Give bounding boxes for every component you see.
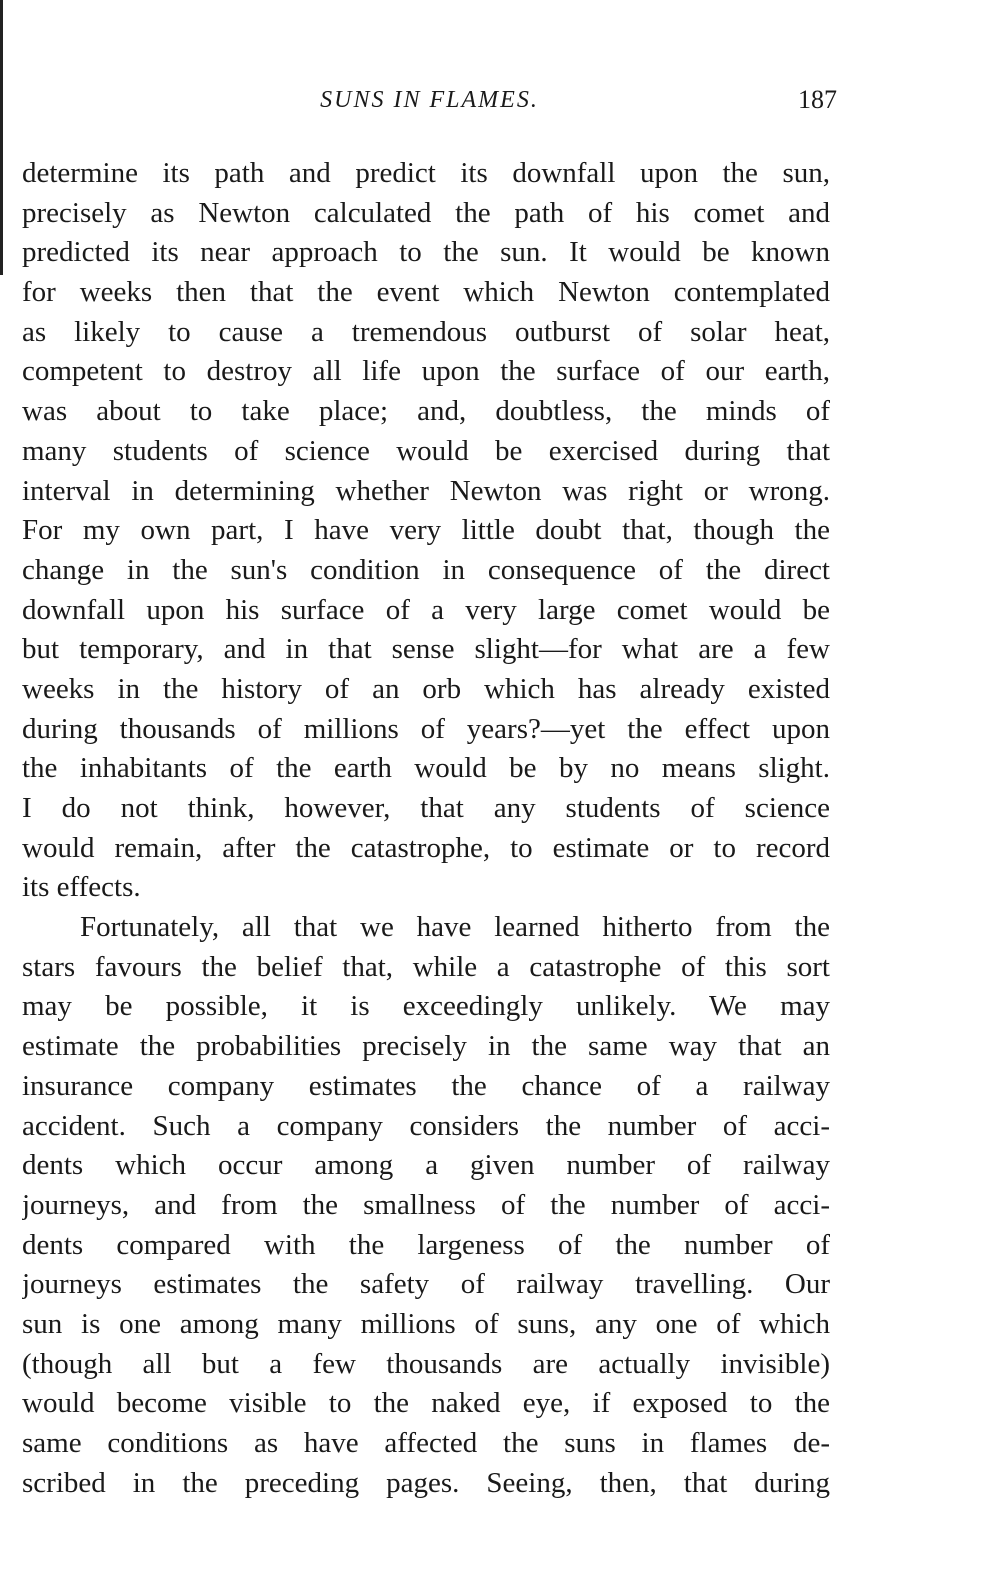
text-line: Fortunately, all that we have learned hitherto from the: [80, 911, 830, 944]
text-line: estimate the probabilities precisely in the same way that an: [22, 1030, 830, 1063]
text-line: interval in determining whether Newton was right or wrong.: [22, 474, 830, 507]
text-line: as likely to cause a tremendous outburst of solar heat,: [22, 315, 830, 348]
text-line: was about to take place; and, doubtless, the minds of: [22, 395, 830, 428]
text-line: may be possible, it is exceedingly unlikely. We may: [22, 990, 830, 1023]
text-line: predicted its near approach to the sun. It would be known: [22, 236, 830, 269]
paragraph-1: [22, 154, 830, 908]
text-line: change in the sun's condition in consequence of the direct: [22, 553, 830, 586]
paragraph-2: [22, 908, 830, 1503]
text-line: journeys estimates the safety of railway travelling. Our: [22, 1268, 830, 1301]
text-line: For my own part, I have very little doubt that, though the: [22, 514, 830, 547]
text-line: for weeks then that the event which Newton contemplated: [22, 276, 830, 309]
scan-edge: [0, 0, 3, 275]
text-line: determine its path and predict its downfall upon the sun,: [22, 157, 830, 189]
text-line: stars favours the belief that, while a catastrophe of this sort: [22, 950, 830, 983]
text-line: sun is one among many millions of suns, any one of which: [22, 1307, 830, 1340]
text-line: dents compared with the largeness of the number of: [22, 1228, 830, 1261]
running-title: SUNS IN FLAMES.: [320, 87, 539, 113]
text-line: precisely as Newton calculated the path of his comet and: [22, 196, 830, 229]
text-line: dents which occur among a given number of railway: [22, 1149, 830, 1182]
page-number: 187: [798, 85, 837, 114]
text-line: many students of science would be exercised during that: [22, 434, 830, 467]
text-line: its effects.: [22, 871, 141, 904]
text-line: (though all but a few thousands are actually invisible): [22, 1347, 830, 1380]
text-line: would become visible to the naked eye, if exposed to the: [22, 1387, 830, 1420]
text-line: accident. Such a company considers the number of acci-: [22, 1109, 830, 1142]
text-line: competent to destroy all life upon the surface of our earth,: [22, 355, 830, 388]
text-line: scribed in the preceding pages. Seeing, then, that during: [22, 1466, 830, 1499]
text-line: same conditions as have affected the suns in flames de-: [22, 1427, 830, 1459]
text-line: downfall upon his surface of a very large comet would be: [22, 593, 830, 626]
page-header: [22, 80, 837, 120]
text-line: weeks in the history of an orb which has already existed: [22, 672, 830, 705]
text-line: during thousands of millions of years?—yet the effect upon: [22, 712, 830, 745]
text-line: but temporary, and in that sense slight—for what are a few: [22, 633, 830, 666]
text-line: insurance company estimates the chance of a railway: [22, 1069, 830, 1102]
text-line: I do not think, however, that any students of science: [22, 792, 830, 824]
text-line: the inhabitants of the earth would be by no means slight.: [22, 752, 830, 785]
body-text: [22, 154, 830, 1503]
text-line: journeys, and from the smallness of the number of acci-: [22, 1188, 830, 1221]
text-line: would remain, after the catastrophe, to estimate or to record: [22, 831, 830, 864]
